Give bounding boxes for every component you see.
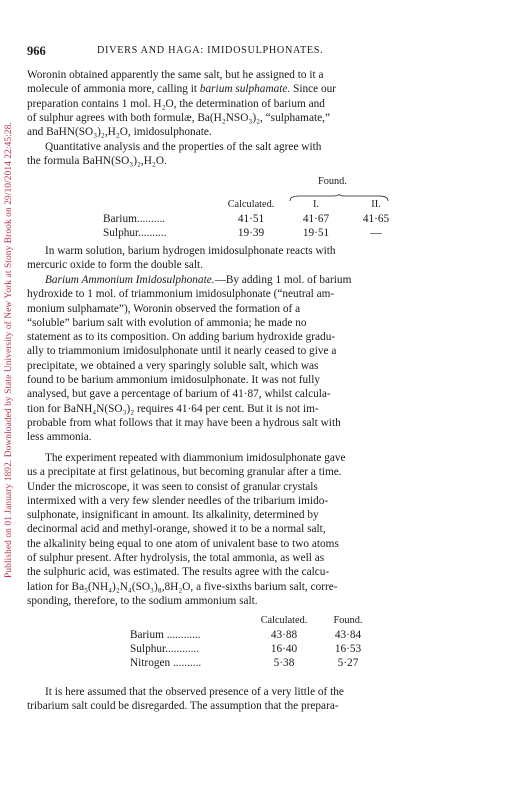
found-heading: Found. xyxy=(318,176,347,187)
found-value: — xyxy=(370,227,382,239)
text-line: hydroxide to 1 mol. of triammonium imidosulphonate (“neutral am- xyxy=(27,288,335,301)
text-line: of sulphur present. After hydrolysis, the total ammonia, as well as xyxy=(27,552,325,565)
text-line: monium sulphamate”), Woronin observed the formation of a xyxy=(27,302,301,315)
paragraph-1 xyxy=(27,68,470,139)
element-name: Nitrogen .......... xyxy=(130,657,202,669)
text-line: and BaHN(SO₃)₂,H₂O, imidosulphonate. xyxy=(27,126,212,139)
text-line: Quantitative analysis and the properties of the salt agree with xyxy=(45,141,322,153)
element-name: Barium ............ xyxy=(130,629,201,641)
text-line: tion for BaNH₄N(SO₃)₂ requires 41·64 per cent. But it is not im- xyxy=(27,402,319,415)
analysis-table-1 xyxy=(103,198,401,240)
element-name: Barium.......... xyxy=(103,213,166,225)
text-line: sponding, therefore, to the sodium ammonium salt. xyxy=(27,594,258,607)
found-header: Found. xyxy=(333,615,363,626)
found-value: 19·51 xyxy=(302,227,330,239)
running-title: DIVERS AND HAGA: IMIDOSULPHONATES. xyxy=(97,45,324,56)
paragraph-6 xyxy=(27,685,470,714)
analysis-table-2 xyxy=(130,614,382,670)
calculated-value: 43·88 xyxy=(270,629,298,641)
text-line: us a precipitate at first gelatinous, but becoming granular after a time. xyxy=(27,466,342,479)
found-col1-header: I. xyxy=(312,199,319,210)
element-name: Sulphur............ xyxy=(130,643,200,655)
text-line: statement as to its composition. On adding barium hydroxide gradu- xyxy=(27,331,336,344)
text-line: analysed, but gave a percentage of barium of 41·87, whilst calcula- xyxy=(27,388,331,401)
text-line: tribarium salt could be disregarded. The assumption that the prepara- xyxy=(27,700,339,713)
table-header-row xyxy=(130,614,382,628)
text-line: molecule of ammonia more, calling it barium sulphamate. Since our xyxy=(27,83,337,96)
paragraph-4 xyxy=(27,273,470,445)
table-header-row xyxy=(103,198,401,212)
text-line: lation for Ba₅(NH₄)₂N₄(SO₃)₈,8H₂O, a five-sixths barium salt, corre- xyxy=(27,580,338,593)
text-line: sulphonate, insignificant in amount. Its alkalinity, determined by xyxy=(27,509,319,522)
provenance-text: Published on 01 January 1892. Downloaded by State University of New York at Stony Brook on 29/10/2014 22:45:28. xyxy=(4,122,14,578)
text-line: the formula BaHN(SO₃)₂,H₂O. xyxy=(27,155,167,168)
table-row xyxy=(103,226,401,240)
page-header xyxy=(27,44,477,58)
found-value: 41·67 xyxy=(302,213,330,225)
text-line: the sulphuric acid, was estimated. The results agree with the calcu- xyxy=(27,566,330,579)
calculated-value: 16·40 xyxy=(270,643,298,655)
text-line: The experiment repeated with diammonium imidosulphonate gave xyxy=(45,452,346,464)
table-row xyxy=(130,642,382,656)
found-value: 43·84 xyxy=(334,629,362,641)
text-line: intermixed with a very few slender needles of the tribarium imido- xyxy=(27,494,329,507)
text-line: the alkalinity being equal to one atom of univalent base to two atoms xyxy=(27,537,339,550)
element-name: Sulphur.......... xyxy=(103,227,167,239)
text-line: precipitate, we obtained a very sparingly soluble salt, which was xyxy=(27,359,319,372)
text-line: probable from what follows that it may have been a hydrous salt with xyxy=(27,416,341,429)
text-line: mercuric oxide to form the double salt. xyxy=(27,259,203,272)
text-line: ally to triammonium imidosulphonate until it nearly ceased to give a xyxy=(27,345,337,358)
text-line: Under the microscope, it was seen to consist of granular crystals xyxy=(27,480,318,493)
section-heading: Barium Ammonium Imidosulphonate. xyxy=(45,274,215,286)
text-line: Woronin obtained apparently the same salt, but he assigned to it a xyxy=(27,69,324,81)
found-value: 5·27 xyxy=(337,657,359,669)
table-row xyxy=(103,212,401,226)
text-line: “soluble” barium salt with evolution of ammonia; he made no xyxy=(27,316,307,329)
page-number: 966 xyxy=(27,44,46,58)
paragraph-5 xyxy=(27,451,470,608)
found-value: 16·53 xyxy=(334,643,362,655)
text-line: less ammonia. xyxy=(27,431,92,444)
calculated-header: Calculated. xyxy=(227,199,275,210)
paragraph-2 xyxy=(27,140,470,169)
calculated-value: 41·51 xyxy=(237,213,265,225)
calculated-value: 19·39 xyxy=(237,227,265,239)
text-line: of sulphur agrees with both formulæ, Ba(H₂NSO₃)₂, “sulphamate,” xyxy=(27,111,330,124)
table-row xyxy=(130,628,382,642)
text-line: preparation contains 1 mol. H₂O, the determination of barium and xyxy=(27,97,325,110)
calculated-value: 5·38 xyxy=(273,657,295,669)
paragraph-3 xyxy=(27,244,470,273)
text-line: It is here assumed that the observed presence of a very little of the xyxy=(45,686,344,698)
table-row xyxy=(130,656,382,670)
found-value: 41·65 xyxy=(362,213,390,225)
provenance-sidebar xyxy=(2,40,16,660)
text-line: decinormal acid and methyl-orange, showed it to be a normal salt, xyxy=(27,523,326,536)
text-line: In warm solution, barium hydrogen imidosulphonate reacts with xyxy=(45,245,336,257)
calculated-header: Calculated. xyxy=(260,615,308,626)
italic-term: barium sulphamate xyxy=(199,83,288,96)
found-col2-header: II. xyxy=(371,199,381,210)
text-line: found to be barium ammonium imidosulphonate. It was not fully xyxy=(27,374,321,387)
text-line: Barium Ammonium Imidosulphonate.—By adding 1 mol. of barium xyxy=(45,274,352,286)
